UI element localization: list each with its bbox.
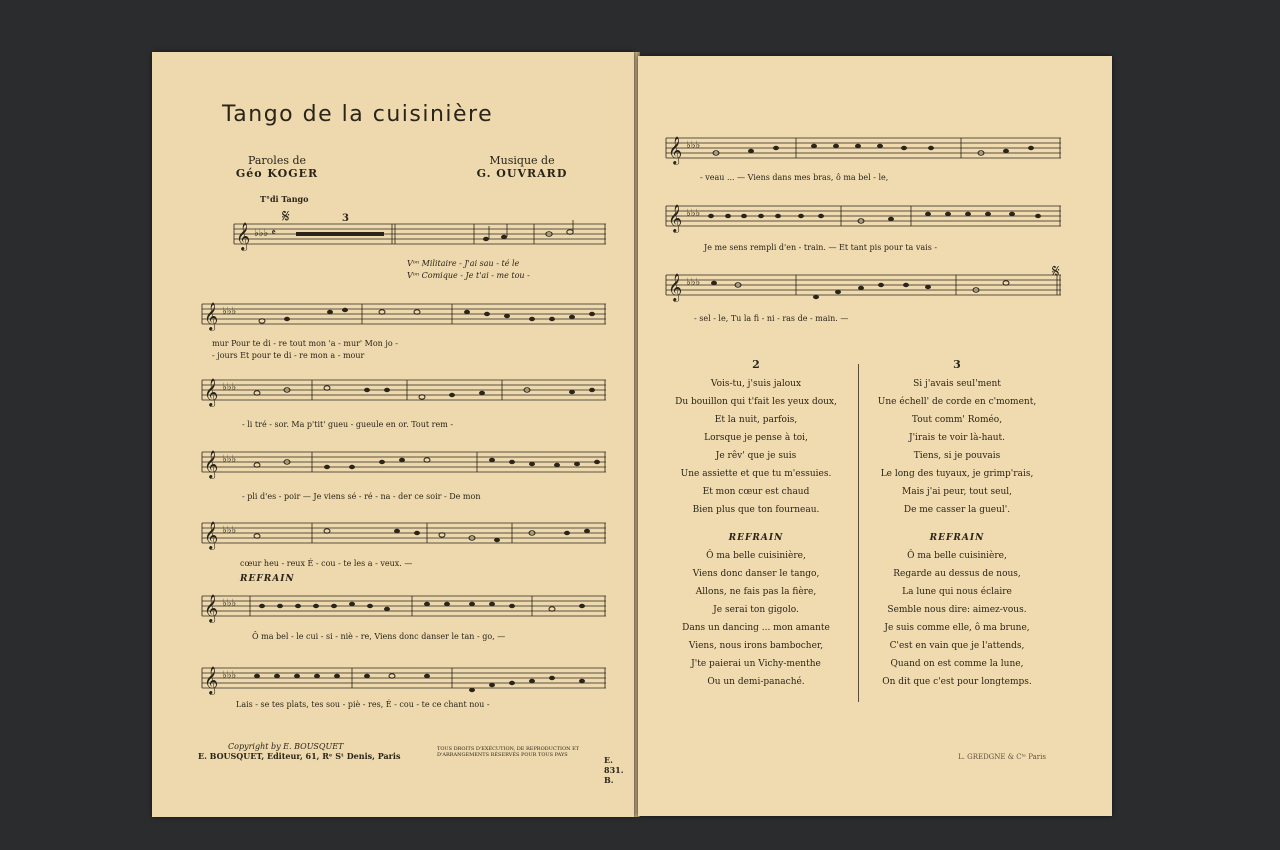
song-title: Tango de la cuisinière <box>222 102 494 127</box>
svg-text:𝄞: 𝄞 <box>668 204 683 232</box>
refrain-line: Quand on est comme la lune, <box>890 659 1024 669</box>
music-staff <box>202 376 606 406</box>
publisher-line: E. BOUSQUET, Editeur, 61, Rᵉ Sᵗ Denis, Paris <box>198 751 401 761</box>
refrain-line: C'est en vain que je l'attends, <box>889 641 1025 651</box>
svg-text:♭♭♭: ♭♭♭ <box>222 525 237 536</box>
refrain-line: Viens, nous irons bambocher, <box>688 641 824 651</box>
svg-text:♭♭♭ 𝄵: ♭♭♭ 𝄵 <box>254 228 276 239</box>
lyric-line: Lais - se tes plats, tes sou - piè - res, É - cou - te ce chant nou - <box>236 700 490 709</box>
segno-icon: 𝄋 <box>282 206 290 227</box>
verse-line: Mais j'ai peur, tout seul, <box>901 487 1013 497</box>
svg-text:♭♭♭: ♭♭♭ <box>686 277 701 288</box>
svg-text:♭♭♭: ♭♭♭ <box>222 382 237 393</box>
verse-line: Tiens, si je pouvais <box>913 451 1001 461</box>
svg-text:♭♭♭: ♭♭♭ <box>686 140 701 151</box>
refrain-line: Semble nous dire: aimez-vous. <box>887 605 1027 615</box>
music-staff <box>234 220 606 250</box>
music-staff <box>202 300 606 330</box>
lyric-line: - veau ... — Viens dans mes bras, ô ma bel - le, <box>700 173 889 182</box>
refrain-line: Je suis comme elle, ô ma brune, <box>884 623 1030 633</box>
svg-text:𝄞: 𝄞 <box>204 302 219 330</box>
music-staff <box>202 448 606 478</box>
left-page <box>152 52 634 817</box>
lyrics-credit-label: Paroles de <box>247 154 307 167</box>
music-author: G. OUVRARD <box>476 167 568 180</box>
rights-notice <box>437 746 579 758</box>
lyric-line: cœur heu - reux É - cou - te les a - veux. — <box>240 559 413 568</box>
verse-2 <box>658 358 854 691</box>
svg-text:𝄞: 𝄞 <box>204 666 219 694</box>
svg-text:𝄞: 𝄞 <box>236 222 251 250</box>
lyric-line: - jours Et pour te di - re mon a - mour <box>212 351 365 360</box>
lyric-line: Ô ma bel - le cui - si - niè - re, Viens donc danser le tan - go, — <box>252 632 506 641</box>
refrain-line: Regarde au dessus de nous, <box>893 569 1021 579</box>
svg-text:𝄞: 𝄞 <box>204 378 219 406</box>
music-staff <box>202 592 606 622</box>
verse-line: J'irais te voir là-haut. <box>908 433 1006 443</box>
verse-line: Bien plus que ton fourneau. <box>692 505 820 515</box>
column-divider <box>858 364 859 702</box>
music-staff <box>666 271 1061 301</box>
rights-line: TOUS DROITS D'EXÉCUTION, DE REPRODUCTION ET <box>437 746 580 752</box>
verse-line: Tout comm' Roméo, <box>911 415 1003 425</box>
verse-line: Du bouillon qui t'fait les yeux doux, <box>675 397 837 407</box>
svg-text:𝄞: 𝄞 <box>204 521 219 549</box>
verse-number: 2 <box>752 358 760 371</box>
svg-text:♭♭♭: ♭♭♭ <box>222 454 237 465</box>
svg-text:𝄞: 𝄞 <box>204 594 219 622</box>
refrain-line: Dans un dancing ... mon amante <box>682 623 830 633</box>
lyrics-credit <box>212 154 342 180</box>
music-credit-label: Musique de <box>489 154 555 167</box>
verse-3 <box>862 358 1052 691</box>
verse-line: Vois-tu, j'suis jaloux <box>710 379 802 389</box>
refrain-line: Ô ma belle cuisinière, <box>706 551 806 561</box>
verse-number: 3 <box>953 358 961 371</box>
svg-text:𝄞: 𝄞 <box>668 273 683 301</box>
refrain-line: Ô ma belle cuisinière, <box>907 551 1007 561</box>
verse-line: Une échell' de corde en c'moment, <box>877 397 1037 407</box>
lyric-line: - pli d'es - poir — Je viens sé - ré - na - der ce soir - De mon <box>242 492 481 501</box>
svg-text:♭♭♭: ♭♭♭ <box>222 306 237 317</box>
verse-line: Lorsque je pense à toi, <box>704 433 808 443</box>
refrain-label: REFRAIN <box>240 574 295 584</box>
verse-line: Et mon cœur est chaud <box>702 487 810 497</box>
verse-line: De me casser la gueul'. <box>903 505 1011 515</box>
lyric-line: Vᵒⁿ Comique - Je t'ai - me tou - <box>407 271 530 280</box>
lyric-line: - sel - le, Tu la fi - ni - ras de - main. — <box>694 314 849 323</box>
copyright-line: Copyright by E. BOUSQUET <box>228 742 344 751</box>
svg-text:♭♭♭: ♭♭♭ <box>222 598 237 609</box>
refrain-line: Je serai ton gigolo. <box>713 605 799 615</box>
music-staff <box>666 202 1061 232</box>
svg-text:♭♭♭: ♭♭♭ <box>222 670 237 681</box>
lyrics-author: Géo KOGER <box>235 167 319 180</box>
verse-line: Et la nuit, parfois, <box>714 415 798 425</box>
svg-text:𝄞: 𝄞 <box>668 136 683 164</box>
plate-number: E. 831. B. <box>604 755 624 785</box>
refrain-line: Viens donc danser le tango, <box>692 569 820 579</box>
verse-line: Une assiette et que tu m'essuies. <box>680 469 832 479</box>
music-credit <box>452 154 592 180</box>
refrain-label: REFRAIN <box>728 533 784 543</box>
lyric-line: Vᵒⁿ Militaire - J'ai sau - té le <box>407 259 520 268</box>
right-page <box>638 56 1112 816</box>
music-staff <box>202 519 606 549</box>
verse-line: Le long des tuyaux, je grimp'rais, <box>880 469 1034 479</box>
svg-text:♭♭♭: ♭♭♭ <box>686 208 701 219</box>
verse-line: Je rêv' que je suis <box>715 451 797 461</box>
refrain-line: On dit que c'est pour longtemps. <box>882 677 1032 687</box>
refrain-label: REFRAIN <box>929 533 985 543</box>
segno-icon: 𝄋 <box>1052 261 1060 282</box>
music-staff <box>202 664 606 694</box>
printer-mark: L. GREDGNE & Cᵗᵉ Paris <box>958 753 1046 761</box>
lyric-line: Je me sens rempli d'en - train. — Et tant pis pour ta vais - <box>704 243 938 252</box>
refrain-line: La lune qui nous éclaire <box>902 587 1012 597</box>
svg-text:𝄞: 𝄞 <box>204 450 219 478</box>
refrain-line: Ou un demi-panaché. <box>707 677 805 687</box>
refrain-line: J'te paierai un Vichy-menthe <box>691 659 821 669</box>
tempo-marking: T°di Tango <box>260 194 309 204</box>
music-staff <box>666 134 1061 164</box>
rights-line: D'ARRANGEMENTS RÉSERVÉS POUR TOUS PAYS <box>437 752 568 758</box>
refrain-line: Allons, ne fais pas la fière, <box>695 587 817 597</box>
lyric-line: mur Pour te di - re tout mon 'a - mur' Mon jo - <box>212 339 398 348</box>
lyric-line: - li tré - sor. Ma p'tit' gueu - gueule en or. Tout rem - <box>242 420 454 429</box>
verse-line: Si j'avais seul'ment <box>913 379 1001 389</box>
multirest-count: 3 <box>342 213 349 224</box>
